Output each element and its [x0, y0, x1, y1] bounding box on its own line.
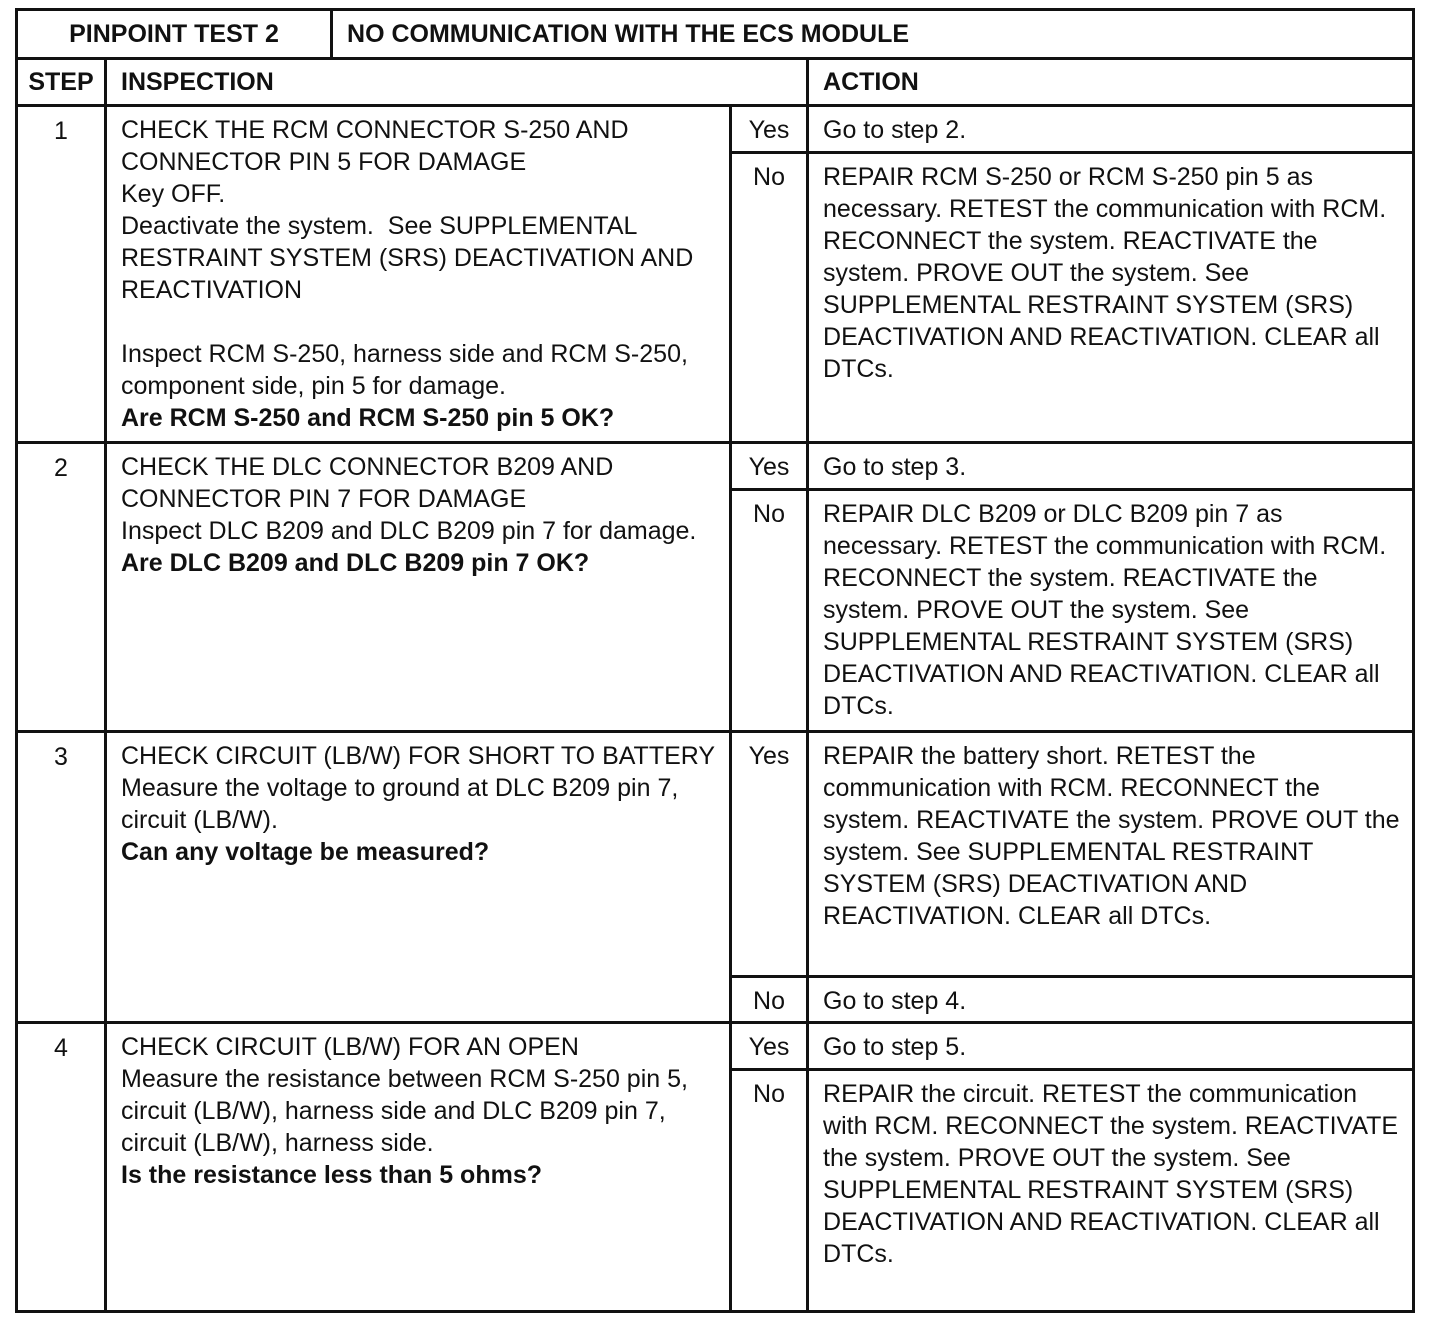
action-column-header: ACTION [808, 59, 1414, 106]
yes-label: Yes [731, 1023, 808, 1070]
no-label: No [731, 153, 808, 443]
step-number: 2 [17, 443, 106, 732]
pinpoint-test-table [15, 8, 1415, 1313]
no-action: REPAIR the circuit. RETEST the communication with RCM. RECONNECT the system. REACTIVATE the system. PROVE OUT the system. See SUPPLEMENTAL RESTRAINT SYSTEM (SRS) DEACTIVATION AND REACTIVATION. CLEAR all DTCs. [808, 1070, 1414, 1312]
step-question: Are RCM S-250 and RCM S-250 pin 5 OK? [121, 404, 615, 432]
column-header-row [17, 59, 1414, 106]
step-title: CHECK CIRCUIT (LB/W) FOR AN OPEN [121, 1033, 579, 1061]
step-number: 3 [17, 732, 106, 1023]
step-2-yes-row [17, 443, 1414, 490]
inspection-column-header: INSPECTION [106, 59, 808, 106]
test-name: NO COMMUNICATION WITH THE ECS MODULE [332, 10, 1414, 59]
yes-label: Yes [731, 443, 808, 490]
step-1-inspection [106, 106, 731, 443]
yes-action: Go to step 2. [808, 106, 1414, 153]
step-instruction: Measure the voltage to ground at DLC B209 pin 7, circuit (LB/W). [121, 774, 686, 834]
yes-action: Go to step 3. [808, 443, 1414, 490]
step-3-yes-row [17, 732, 1414, 977]
step-number: 1 [17, 106, 106, 443]
step-instruction: Deactivate the system. See SUPPLEMENTAL RESTRAINT SYSTEM (SRS) DEACTIVATION AND REACTIVATION [121, 212, 701, 304]
step-instruction: Key OFF. [121, 180, 226, 208]
step-2-inspection [106, 443, 731, 732]
yes-action: Go to step 5. [808, 1023, 1414, 1070]
step-number: 4 [17, 1023, 106, 1312]
step-1-yes-row [17, 106, 1414, 153]
yes-action: REPAIR the battery short. RETEST the communication with RCM. RECONNECT the system. REACTIVATE the system. PROVE OUT the system. See SUPPLEMENTAL RESTRAINT SYSTEM (SRS) DEACTIVATION AND REACTIVATION. CLEAR all DTCs. [808, 732, 1414, 977]
yes-label: Yes [731, 732, 808, 977]
no-label: No [731, 490, 808, 732]
step-question: Can any voltage be measured? [121, 838, 490, 866]
step-title: CHECK THE RCM CONNECTOR S-250 AND CONNECTOR PIN 5 FOR DAMAGE [121, 116, 629, 176]
step-instruction: Measure the resistance between RCM S-250 pin 5, circuit (LB/W), harness side and DLC B209 pin 7, circuit (LB/W), harness side. [121, 1065, 695, 1157]
test-number: PINPOINT TEST 2 [17, 10, 332, 59]
yes-label: Yes [731, 106, 808, 153]
no-label: No [731, 977, 808, 1023]
step-4-inspection [106, 1023, 731, 1312]
step-title: CHECK THE DLC CONNECTOR B209 AND CONNECTOR PIN 7 FOR DAMAGE [121, 453, 614, 513]
no-action: REPAIR DLC B209 or DLC B209 pin 7 as necessary. RETEST the communication with RCM. RECONNECT the system. REACTIVATE the system. PROVE OUT the system. See SUPPLEMENTAL RESTRAINT SYSTEM (SRS) DEACTIVATION AND REACTIVATION. CLEAR all DTCs. [808, 490, 1414, 732]
no-label: No [731, 1070, 808, 1312]
no-action: REPAIR RCM S-250 or RCM S-250 pin 5 as necessary. RETEST the communication with RCM. RECONNECT the system. REACTIVATE the system. PROVE OUT the system. See SUPPLEMENTAL RESTRAINT SYSTEM (SRS) DEACTIVATION AND REACTIVATION. CLEAR all DTCs. [808, 153, 1414, 443]
step-3-inspection [106, 732, 731, 1023]
step-question: Is the resistance less than 5 ohms? [121, 1161, 542, 1189]
step-title: CHECK CIRCUIT (LB/W) FOR SHORT TO BATTERY [121, 742, 716, 770]
no-action: Go to step 4. [808, 977, 1414, 1023]
step-instruction: Inspect RCM S-250, harness side and RCM S-250, component side, pin 5 for damage. [121, 340, 695, 400]
step-instruction: Inspect DLC B209 and DLC B209 pin 7 for damage. [121, 517, 697, 545]
step-question: Are DLC B209 and DLC B209 pin 7 OK? [121, 549, 590, 577]
test-title-row [17, 10, 1414, 59]
step-4-yes-row [17, 1023, 1414, 1070]
step-column-header: STEP [17, 59, 106, 106]
